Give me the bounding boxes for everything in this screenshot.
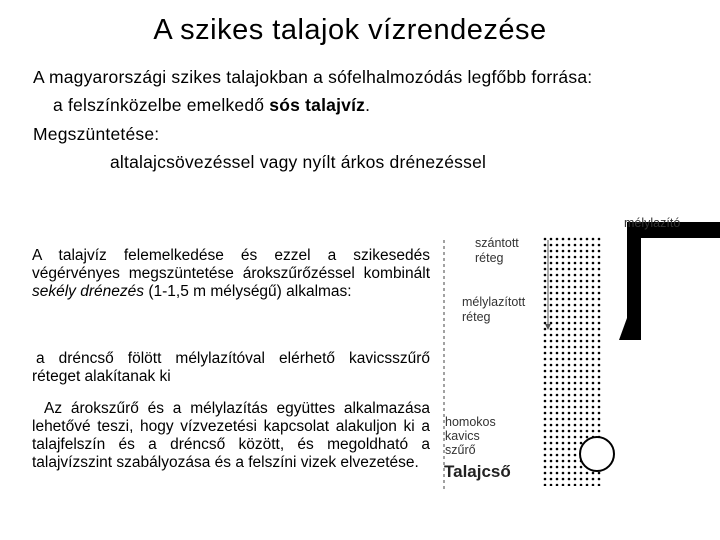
paragraph-1-italic: sekély drénezés <box>32 283 145 300</box>
label-homokos-1: homokos <box>445 415 496 429</box>
label-melylazitott-1: mélylazított <box>462 295 526 309</box>
intro-line-2-bold: sós talajvíz <box>269 95 366 115</box>
label-homokos-2: kavics <box>445 429 480 443</box>
intro-line-1: A magyarországi szikes talajokban a sófelhalmozódás legfőbb forrása: <box>33 67 593 87</box>
intro-line-3: Megszüntetése: <box>33 124 160 144</box>
subsoiler-tip <box>619 318 641 340</box>
paragraph-1-post: (1-1,5 m mélységű) alkalmas: <box>144 283 352 300</box>
label-szantott-2: réteg <box>475 251 504 265</box>
paragraph-3: Az árokszűrő és a mélylazítás együttes alkalmazása lehetővé teszi, hogy vízvezetési kapcsolat alakuljon ki a talajfelszín és a dréncső között, és megoldható a talajvízszint szabályozása és a felszíni vizek elvezetése. <box>32 400 430 471</box>
paragraph-2: a dréncső fölött mélylazítóval elérhető kavicsszűrő réteget alakítanak ki <box>32 350 430 385</box>
label-szantott-1: szántott <box>475 236 519 250</box>
label-homokos-3: szűrő <box>445 443 476 457</box>
intro-line-2-post: . <box>365 95 371 115</box>
intro-line-2 <box>53 95 370 116</box>
intro-line-4: altalajcsövezéssel vagy nyílt árkos drénezéssel <box>110 152 487 172</box>
drain-pipe-icon <box>580 437 614 471</box>
paragraph-1 <box>32 247 430 301</box>
intro-line-2-pre: a felszínközelbe emelkedő <box>53 95 270 115</box>
paragraph-1-pre: A talajvíz felemelkedése és ezzel a szikesedés végérvényes megszüntetése árokszűrőzéssel kombinált <box>32 247 430 282</box>
label-melylazito: mélylazító <box>624 216 681 230</box>
page-title: A szikes talajok vízrendezése <box>153 14 547 46</box>
label-melylazitott-2: réteg <box>462 310 491 324</box>
label-talajcso: Talajcső <box>444 462 511 481</box>
